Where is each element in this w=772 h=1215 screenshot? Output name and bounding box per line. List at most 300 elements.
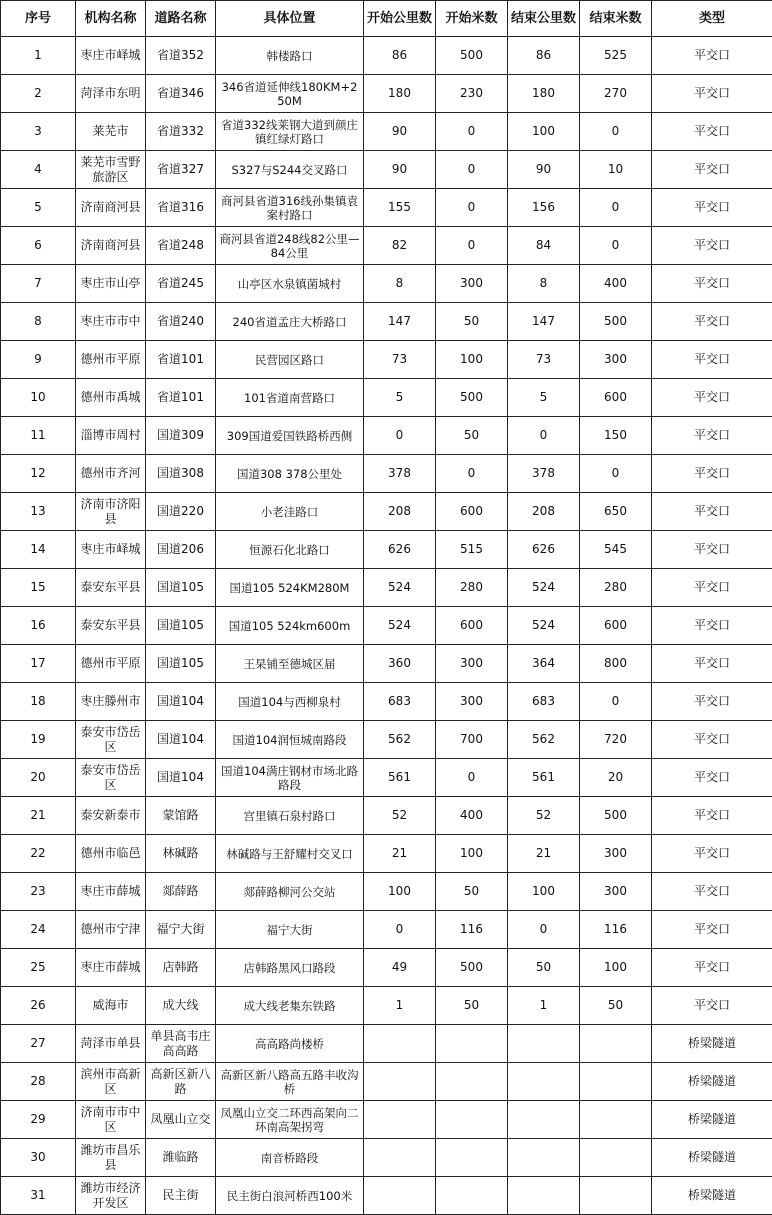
cell-type: 桥梁隧道 [652,1139,772,1177]
cell-road: 省道346 [146,75,216,113]
table-row [1,189,772,227]
cell-index: 4 [1,151,76,189]
cell-agency: 德州市禹城 [76,379,146,417]
cell-end-m: 300 [580,835,652,873]
cell-agency: 莱芜市 [76,113,146,151]
cell-agency: 潍坊市经济开发区 [76,1177,146,1215]
cell-start-m: 500 [436,379,508,417]
cell-type: 平交口 [652,113,772,151]
table-row [1,37,772,75]
cell-start-km: 21 [364,835,436,873]
cell-road: 省道327 [146,151,216,189]
cell-location: 国道105 524KM280M [216,569,364,607]
cell-start-km: 0 [364,417,436,455]
cell-end-km: 50 [508,949,580,987]
cell-start-m: 515 [436,531,508,569]
cell-index: 31 [1,1177,76,1215]
header-end-km: 结束公里数 [508,1,580,37]
cell-start-m: 50 [436,873,508,911]
cell-location: 国道105 524km600m [216,607,364,645]
cell-location: 恒源石化北路口 [216,531,364,569]
cell-index: 16 [1,607,76,645]
cell-start-km: 49 [364,949,436,987]
cell-agency: 潍坊市昌乐县 [76,1139,146,1177]
cell-location: 高高路尚楼桥 [216,1025,364,1063]
cell-end-km: 683 [508,683,580,721]
table-row [1,911,772,949]
cell-agency: 泰安东平县 [76,569,146,607]
cell-start-km: 561 [364,759,436,797]
cell-road: 国道104 [146,721,216,759]
table-row [1,759,772,797]
cell-agency: 菏泽市东明 [76,75,146,113]
cell-start-m: 300 [436,265,508,303]
table-row [1,455,772,493]
cell-start-m: 300 [436,683,508,721]
cell-start-m: 300 [436,645,508,683]
cell-start-km: 524 [364,607,436,645]
cell-end-m: 600 [580,379,652,417]
cell-type: 平交口 [652,759,772,797]
cell-end-km: 21 [508,835,580,873]
cell-start-km: 86 [364,37,436,75]
cell-start-km: 626 [364,531,436,569]
cell-end-m: 500 [580,797,652,835]
cell-start-m: 116 [436,911,508,949]
cell-index: 3 [1,113,76,151]
cell-end-m: 525 [580,37,652,75]
cell-road: 省道101 [146,379,216,417]
cell-start-km [364,1177,436,1215]
cell-index: 22 [1,835,76,873]
cell-end-km [508,1177,580,1215]
table-row [1,721,772,759]
cell-index: 19 [1,721,76,759]
cell-end-m: 300 [580,873,652,911]
header-agency: 机构名称 [76,1,146,37]
cell-start-km: 180 [364,75,436,113]
cell-road: 高新区新八路 [146,1063,216,1101]
cell-agency: 枣庄市山亭 [76,265,146,303]
cell-type: 平交口 [652,569,772,607]
cell-start-km: 52 [364,797,436,835]
cell-road: 国道105 [146,607,216,645]
cell-road: 店韩路 [146,949,216,987]
cell-location: S327与S244交叉路口 [216,151,364,189]
table-row [1,151,772,189]
cell-start-km [364,1025,436,1063]
cell-end-m: 0 [580,113,652,151]
cell-location: 店韩路黑风口路段 [216,949,364,987]
cell-end-m: 0 [580,227,652,265]
cell-index: 14 [1,531,76,569]
cell-type: 平交口 [652,949,772,987]
cell-index: 25 [1,949,76,987]
cell-end-m [580,1177,652,1215]
cell-end-km: 100 [508,873,580,911]
cell-end-m [580,1101,652,1139]
cell-start-km: 378 [364,455,436,493]
table-row [1,531,772,569]
cell-end-m: 116 [580,911,652,949]
table-row [1,417,772,455]
cell-agency: 枣庄市薛城 [76,873,146,911]
cell-end-m: 50 [580,987,652,1025]
cell-start-m: 700 [436,721,508,759]
cell-end-m: 800 [580,645,652,683]
cell-index: 21 [1,797,76,835]
cell-start-m: 100 [436,341,508,379]
cell-start-m [436,1139,508,1177]
cell-end-m: 0 [580,683,652,721]
table-row [1,75,772,113]
cell-end-km: 364 [508,645,580,683]
cell-type: 平交口 [652,37,772,75]
cell-agency: 济南商河县 [76,189,146,227]
table-row [1,379,772,417]
cell-start-m: 50 [436,417,508,455]
cell-index: 2 [1,75,76,113]
table-row [1,683,772,721]
cell-end-m: 400 [580,265,652,303]
cell-start-km: 0 [364,911,436,949]
cell-end-m: 0 [580,189,652,227]
cell-index: 9 [1,341,76,379]
cell-start-km [364,1139,436,1177]
header-index: 序号 [1,1,76,37]
cell-road: 国道104 [146,759,216,797]
table-row [1,341,772,379]
cell-start-m [436,1025,508,1063]
cell-index: 1 [1,37,76,75]
cell-type: 平交口 [652,417,772,455]
cell-start-m: 100 [436,835,508,873]
cell-type: 桥梁隧道 [652,1177,772,1215]
cell-start-km: 562 [364,721,436,759]
cell-index: 5 [1,189,76,227]
cell-location: 林碱路与王舒耀村交叉口 [216,835,364,873]
cell-agency: 枣庄滕州市 [76,683,146,721]
cell-end-km: 208 [508,493,580,531]
cell-road: 省道352 [146,37,216,75]
cell-end-km: 86 [508,37,580,75]
cell-location: 南音桥路段 [216,1139,364,1177]
cell-index: 13 [1,493,76,531]
cell-type: 平交口 [652,75,772,113]
table-row [1,835,772,873]
cell-end-km: 84 [508,227,580,265]
cell-location: 高新区新八路高五路丰收沟桥 [216,1063,364,1101]
cell-end-km: 180 [508,75,580,113]
cell-location: 国道104满庄钢材市场北路路段 [216,759,364,797]
table-row [1,227,772,265]
cell-agency: 济南市济阳县 [76,493,146,531]
table-row [1,1139,772,1177]
cell-type: 平交口 [652,379,772,417]
cell-start-km: 100 [364,873,436,911]
cell-type: 平交口 [652,455,772,493]
header-road: 道路名称 [146,1,216,37]
cell-road: 民主街 [146,1177,216,1215]
cell-type: 平交口 [652,987,772,1025]
cell-road: 省道316 [146,189,216,227]
cell-type: 平交口 [652,645,772,683]
cell-location: 郯薛路柳河公交站 [216,873,364,911]
cell-start-km: 82 [364,227,436,265]
cell-index: 17 [1,645,76,683]
cell-agency: 德州市宁津 [76,911,146,949]
cell-end-m [580,1063,652,1101]
cell-index: 15 [1,569,76,607]
cell-road: 省道101 [146,341,216,379]
cell-location: 省道332线莱钢大道到颜庄镇红绿灯路口 [216,113,364,151]
cell-start-m: 600 [436,607,508,645]
cell-index: 29 [1,1101,76,1139]
cell-location: 民主街白浪河桥西100米 [216,1177,364,1215]
cell-end-km [508,1101,580,1139]
cell-location: 王杲铺至德城区届 [216,645,364,683]
cell-end-m: 545 [580,531,652,569]
cell-end-km: 8 [508,265,580,303]
cell-start-km: 155 [364,189,436,227]
cell-road: 单县高韦庄高高路 [146,1025,216,1063]
cell-index: 12 [1,455,76,493]
cell-end-m: 100 [580,949,652,987]
cell-location: 福宁大街 [216,911,364,949]
cell-start-m: 0 [436,113,508,151]
cell-agency: 枣庄市峄城 [76,37,146,75]
cell-end-km: 73 [508,341,580,379]
cell-start-m: 0 [436,759,508,797]
cell-end-m: 150 [580,417,652,455]
cell-start-m [436,1063,508,1101]
cell-start-m: 280 [436,569,508,607]
cell-end-km: 378 [508,455,580,493]
cell-type: 平交口 [652,683,772,721]
table-row [1,987,772,1025]
cell-location: 民营园区路口 [216,341,364,379]
cell-end-m: 300 [580,341,652,379]
cell-end-m: 10 [580,151,652,189]
table-row [1,569,772,607]
cell-location: 韩楼路口 [216,37,364,75]
cell-index: 11 [1,417,76,455]
cell-end-m: 280 [580,569,652,607]
table-row [1,873,772,911]
cell-location: 商河县省道248线82公里—84公里 [216,227,364,265]
table-row [1,1101,772,1139]
cell-end-m: 650 [580,493,652,531]
cell-end-km [508,1025,580,1063]
cell-road: 省道240 [146,303,216,341]
cell-start-m: 50 [436,987,508,1025]
cell-agency: 泰安市岱岳区 [76,759,146,797]
cell-end-km: 147 [508,303,580,341]
cell-index: 7 [1,265,76,303]
cell-start-km: 208 [364,493,436,531]
cell-end-km: 156 [508,189,580,227]
cell-index: 6 [1,227,76,265]
header-location: 具体位置 [216,1,364,37]
cell-start-m: 50 [436,303,508,341]
cell-index: 8 [1,303,76,341]
cell-start-m: 230 [436,75,508,113]
cell-agency: 威海市 [76,987,146,1025]
cell-index: 20 [1,759,76,797]
cell-agency: 德州市齐河 [76,455,146,493]
cell-agency: 枣庄市薛城 [76,949,146,987]
cell-agency: 淄博市周村 [76,417,146,455]
cell-agency: 济南市市中区 [76,1101,146,1139]
cell-end-m: 500 [580,303,652,341]
cell-end-m: 20 [580,759,652,797]
cell-end-km: 524 [508,569,580,607]
cell-agency: 泰安东平县 [76,607,146,645]
cell-start-m: 500 [436,37,508,75]
table-row [1,1025,772,1063]
cell-end-km: 52 [508,797,580,835]
header-start-m: 开始米数 [436,1,508,37]
cell-type: 平交口 [652,607,772,645]
header-type: 类型 [652,1,772,37]
table-row [1,607,772,645]
cell-end-km: 100 [508,113,580,151]
cell-type: 平交口 [652,227,772,265]
cell-end-km: 5 [508,379,580,417]
cell-agency: 枣庄市市中 [76,303,146,341]
cell-agency: 济南商河县 [76,227,146,265]
cell-end-m [580,1025,652,1063]
cell-location: 山亭区水泉镇菌城村 [216,265,364,303]
cell-index: 30 [1,1139,76,1177]
cell-location: 宫里镇石泉村路口 [216,797,364,835]
cell-start-km [364,1063,436,1101]
cell-start-km: 147 [364,303,436,341]
cell-end-m [580,1139,652,1177]
cell-end-km: 626 [508,531,580,569]
cell-start-m: 600 [436,493,508,531]
cell-road: 成大线 [146,987,216,1025]
cell-road: 福宁大街 [146,911,216,949]
cell-index: 10 [1,379,76,417]
table-row [1,645,772,683]
cell-end-km [508,1063,580,1101]
cell-agency: 德州市平原 [76,341,146,379]
table-row [1,1177,772,1215]
cell-end-m: 0 [580,455,652,493]
cell-end-km: 561 [508,759,580,797]
cell-start-m: 0 [436,455,508,493]
cell-agency: 枣庄市峄城 [76,531,146,569]
cell-road: 国道105 [146,645,216,683]
cell-start-m [436,1101,508,1139]
cell-end-km: 1 [508,987,580,1025]
cell-agency: 德州市平原 [76,645,146,683]
cell-index: 28 [1,1063,76,1101]
cell-start-km: 73 [364,341,436,379]
cell-type: 平交口 [652,531,772,569]
cell-start-km: 5 [364,379,436,417]
cell-start-km: 90 [364,113,436,151]
cell-type: 桥梁隧道 [652,1025,772,1063]
cell-end-m: 270 [580,75,652,113]
cell-road: 国道220 [146,493,216,531]
cell-end-km: 524 [508,607,580,645]
cell-road: 林碱路 [146,835,216,873]
cell-end-km: 0 [508,911,580,949]
cell-road: 国道206 [146,531,216,569]
cell-location: 商河县省道316线孙集镇袁案村路口 [216,189,364,227]
cell-road: 凤凰山立交 [146,1101,216,1139]
table-row [1,493,772,531]
cell-start-m: 400 [436,797,508,835]
cell-type: 平交口 [652,835,772,873]
cell-start-km: 360 [364,645,436,683]
cell-agency: 菏泽市单县 [76,1025,146,1063]
cell-start-km: 524 [364,569,436,607]
cell-road: 国道105 [146,569,216,607]
cell-agency: 莱芜市雪野旅游区 [76,151,146,189]
cell-road: 国道309 [146,417,216,455]
cell-agency: 泰安市岱岳区 [76,721,146,759]
cell-start-m: 0 [436,189,508,227]
cell-type: 平交口 [652,151,772,189]
cell-location: 346省道延伸线180KM+250M [216,75,364,113]
table-row [1,113,772,151]
cell-type: 平交口 [652,911,772,949]
header-row [1,1,772,37]
cell-type: 桥梁隧道 [652,1101,772,1139]
table-row [1,949,772,987]
cell-index: 23 [1,873,76,911]
header-start-km: 开始公里数 [364,1,436,37]
cell-location: 凤凰山立交二环西高架向二环南高架拐弯 [216,1101,364,1139]
cell-location: 小老洼路口 [216,493,364,531]
cell-road: 国道308 [146,455,216,493]
cell-index: 26 [1,987,76,1025]
cell-agency: 泰安新泰市 [76,797,146,835]
cell-road: 潍临路 [146,1139,216,1177]
cell-start-km: 683 [364,683,436,721]
cell-road: 郯薛路 [146,873,216,911]
cell-index: 24 [1,911,76,949]
cell-end-km: 0 [508,417,580,455]
cell-location: 国道104与西柳泉村 [216,683,364,721]
cell-start-m: 0 [436,151,508,189]
cell-end-km [508,1139,580,1177]
cell-type: 平交口 [652,873,772,911]
cell-end-km: 90 [508,151,580,189]
cell-agency: 滨州市高新区 [76,1063,146,1101]
cell-start-km [364,1101,436,1139]
cell-road: 省道332 [146,113,216,151]
cell-start-m: 0 [436,227,508,265]
cell-type: 平交口 [652,341,772,379]
cell-start-km: 90 [364,151,436,189]
cell-end-m: 720 [580,721,652,759]
table-row [1,303,772,341]
cell-type: 平交口 [652,189,772,227]
table-row [1,265,772,303]
cell-road: 省道248 [146,227,216,265]
cell-road: 省道245 [146,265,216,303]
cell-start-m: 500 [436,949,508,987]
cell-agency: 德州市临邑 [76,835,146,873]
cell-location: 309国道爱国铁路桥西侧 [216,417,364,455]
cell-location: 国道104润恒城南路段 [216,721,364,759]
table-row [1,1063,772,1101]
cell-type: 平交口 [652,265,772,303]
